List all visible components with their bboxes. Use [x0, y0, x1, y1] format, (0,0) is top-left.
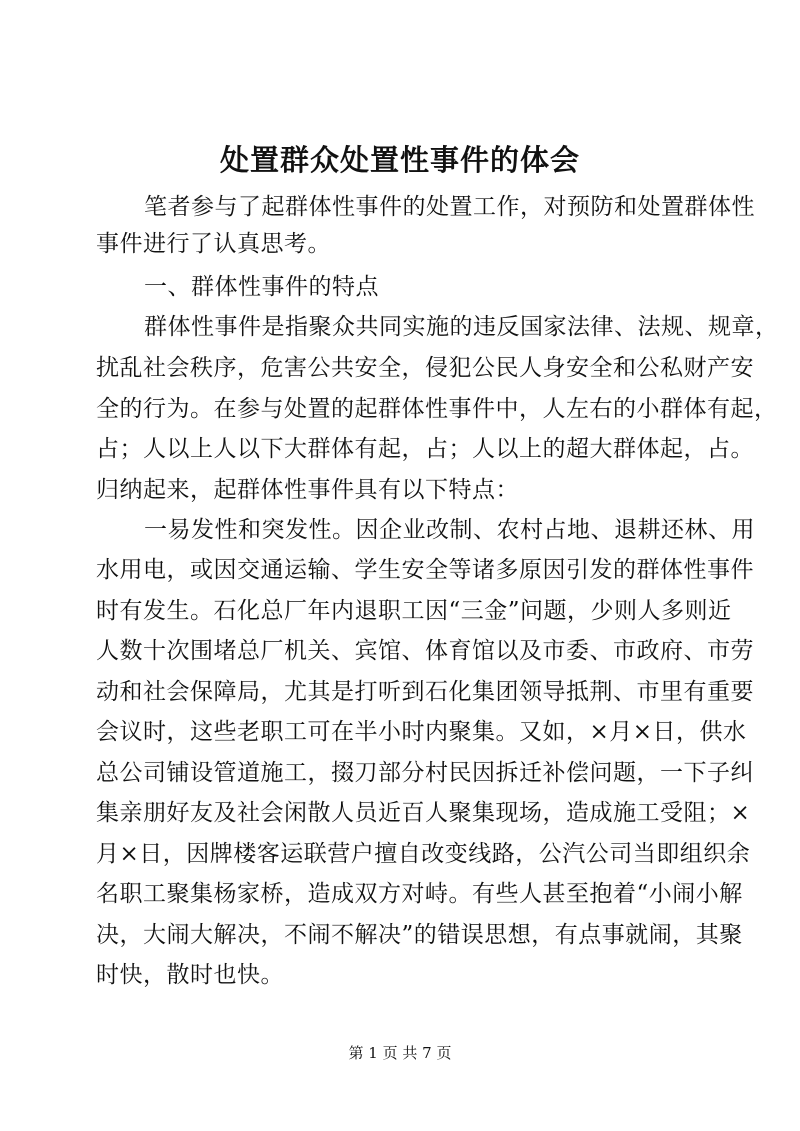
- paragraph-line: 决，大闹大解决，不闹不解决”的错误思想，有点事就闹，其聚: [96, 922, 743, 948]
- paragraph-line: 笔者参与了起群体性事件的处置工作，对预防和处置群体性: [144, 194, 755, 220]
- paragraph-line: 月×日，因牌楼客运联营户擅自改变线路，公汽公司当即组织余: [96, 841, 751, 867]
- paragraph-line: 名职工聚集杨家桥，造成双方对峙。有些人甚至抱着“小闹小解: [96, 881, 743, 907]
- section-heading: 一、群体性事件的特点: [144, 274, 379, 300]
- paragraph-line: 会议时，这些老职工可在半小时内聚集。又如，×月×日，供水: [96, 719, 747, 745]
- paragraph-line: 集亲朋好友及社会闲散人员近百人聚集现场，造成施工受阻；×: [96, 800, 751, 826]
- paragraph-line: 归纳起来，起群体性事件具有以下特点：: [96, 477, 519, 503]
- paragraph-line: 时有发生。石化总厂年内退职工因“三金”问题，少则人多则近: [96, 598, 732, 624]
- paragraph-line: 占；人以上人以下大群体有起，占；人以上的超大群体起，占。: [96, 436, 754, 462]
- paragraph-line: 全的行为。在参与处置的起群体性事件中，人左右的小群体有起，: [96, 396, 778, 422]
- paragraph-line: 人数十次围堵总厂机关、宾馆、体育馆以及市委、市政府、市劳: [96, 638, 754, 664]
- paragraph-line: 总公司铺设管道施工，掇刀部分村民因拆迁补偿问题，一下子纠: [96, 760, 754, 786]
- document-title: 处置群众处置性事件的体会: [219, 143, 580, 177]
- page-number: 第 1 页 共 7 页: [348, 1044, 452, 1062]
- paragraph-line: 事件进行了认真思考。: [96, 231, 331, 257]
- paragraph-line: 动和社会保障局，尤其是打听到石化集团领导抵荆、市里有重要: [96, 679, 754, 705]
- paragraph-line: 一易发性和突发性。因企业改制、农村占地、退耕还林、用: [144, 517, 755, 543]
- paragraph-line: 群体性事件是指聚众共同实施的违反国家法律、法规、规章，: [144, 314, 779, 340]
- paragraph-line: 水用电，或因交通运输、学生安全等诸多原因引发的群体性事件: [96, 557, 754, 583]
- paragraph-line: 扰乱社会秩序，危害公共安全，侵犯公民人身安全和公私财产安: [96, 355, 754, 381]
- paragraph-line: 时快，散时也快。: [96, 962, 284, 988]
